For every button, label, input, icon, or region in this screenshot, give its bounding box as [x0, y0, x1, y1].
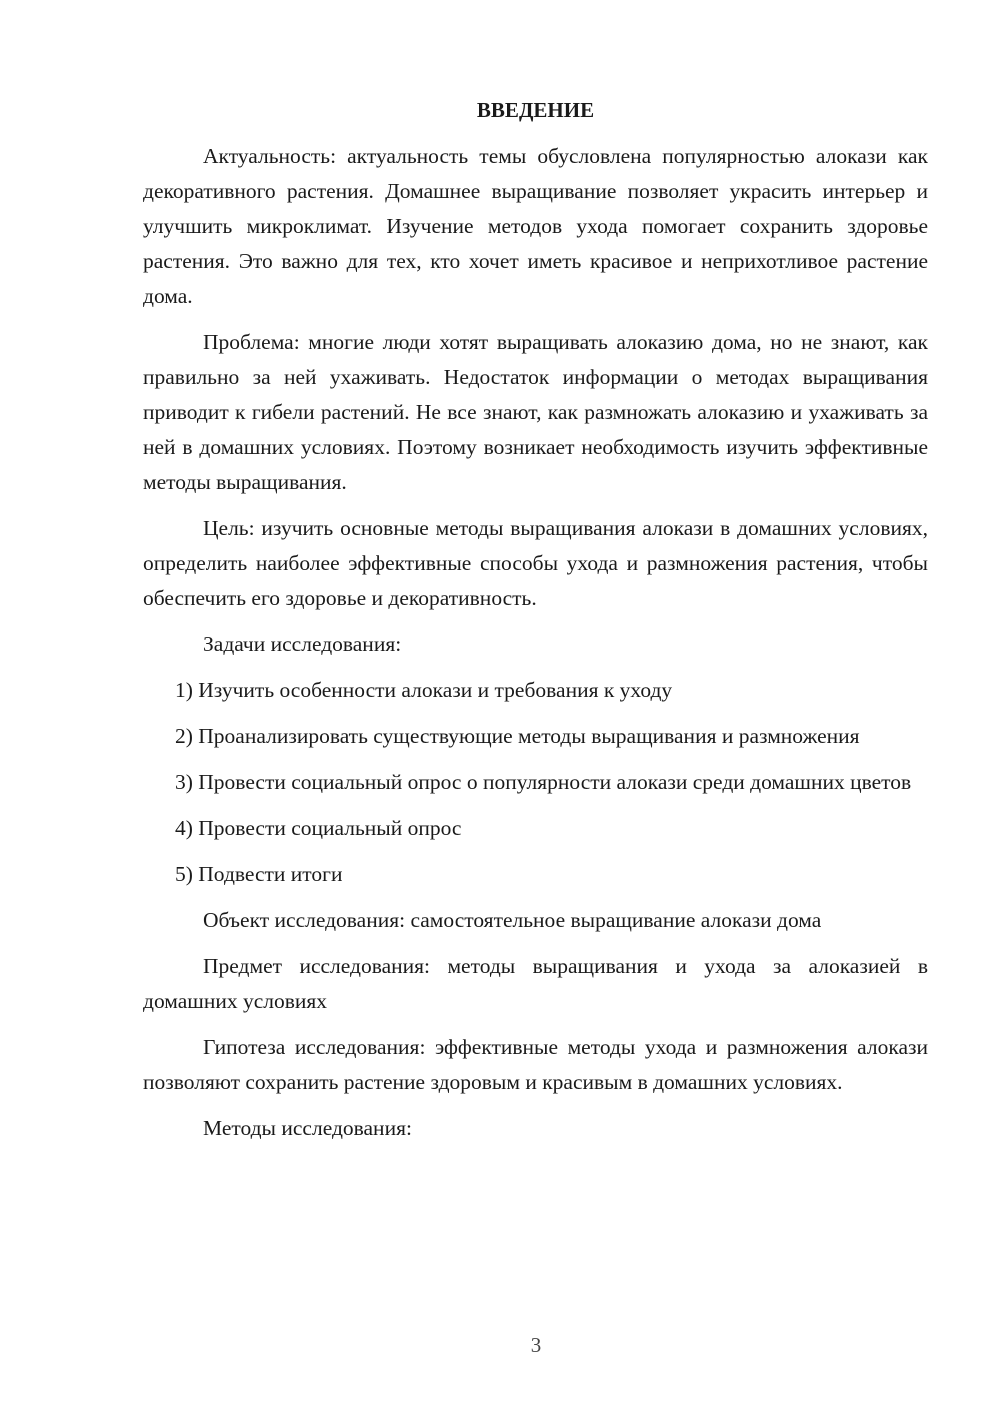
- tasks-title: Задачи исследования:: [203, 632, 402, 656]
- page-number: 3: [530, 1333, 542, 1357]
- hypothesis-paragraph: Гипотеза исследования: эффективные методы ухода и размножения алокази позволяют сохранить растение здоровым и красивым в домашних условиях.: [143, 1035, 928, 1094]
- section-heading: ВВЕДЕНИЕ: [476, 98, 595, 122]
- task-item: 2) Проанализировать существующие методы выращивания и размножения: [175, 724, 860, 748]
- document-page: [143, 93, 928, 1157]
- problem-paragraph: Проблема: многие люди хотят выращивать алоказию дома, но не знают, как правильно за ней ухаживать. Недостаток информации о методах выращивания приводит к гибели растений. Не все знают, как размножать алоказию и ухаживать за ней в домашних условиях. Поэтому возникает необходимость изучить эффективные методы выращивания.: [143, 330, 928, 494]
- task-item: 3) Провести социальный опрос о популярности алокази среди домашних цветов: [175, 770, 912, 794]
- task-item: 4) Провести социальный опрос: [175, 816, 462, 840]
- task-item: 5) Подвести итоги: [175, 862, 343, 886]
- task-item: 1) Изучить особенности алокази и требования к уходу: [175, 678, 673, 702]
- goal-paragraph: Цель: изучить основные методы выращивания алокази в домашних условиях, определить наиболее эффективные способы ухода и размножения растения, чтобы обеспечить его здоровье и декоративность.: [143, 516, 928, 610]
- relevance-paragraph: Актуальность: актуальность темы обусловлена популярностью алокази как декоративного растения. Домашнее выращивание позволяет украсить интерьер и улучшить микроклимат. Изучение методов ухода помогает сохранить здоровье растения. Это важно для тех, кто хочет иметь красивое и неприхотливое растение дома.: [143, 144, 928, 308]
- subject-paragraph: Предмет исследования: методы выращивания и ухода за алоказией в домашних условиях: [143, 954, 928, 1013]
- object-paragraph: Объект исследования: самостоятельное выращивание алокази дома: [203, 908, 822, 932]
- methods-title: Методы исследования:: [203, 1116, 412, 1140]
